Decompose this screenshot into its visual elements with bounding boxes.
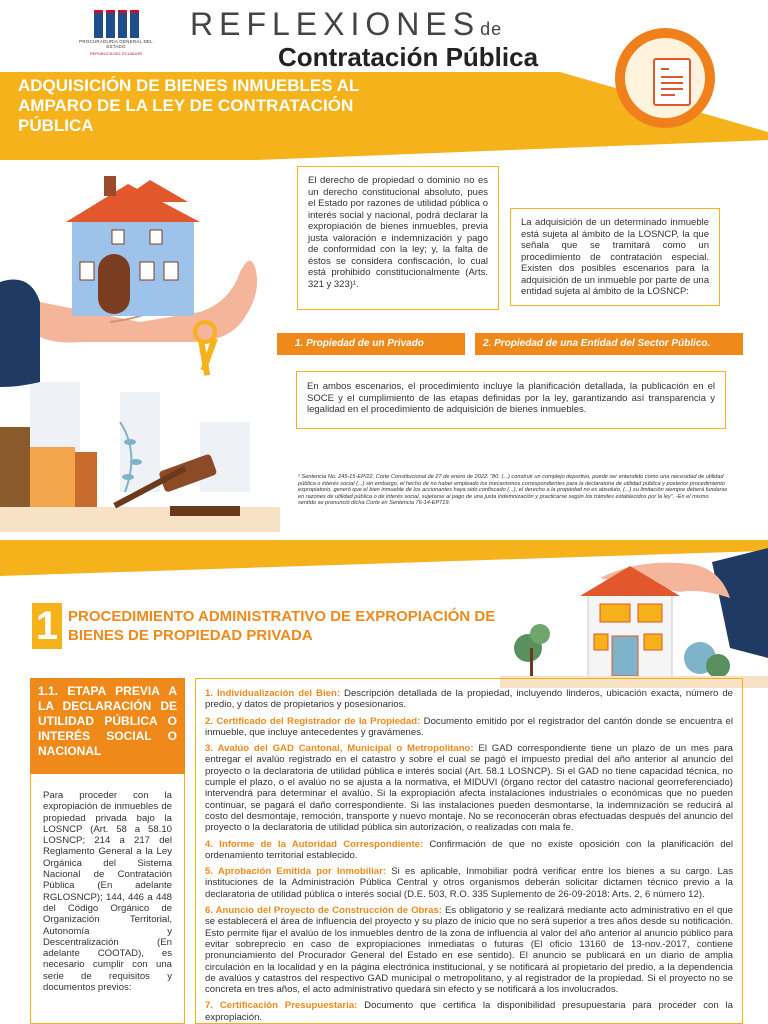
list-item-text: Si es aplicable, Inmobiliar podrá verificar entre los bienes a su cargo. Las instituciones de la Administración Pública Central y otros organismos deberán solicitar dictamen técnico previo a la declaratoria de utilidad pública o interés social (D.E. 503, R.O. 335 Suplemento de 26-09-2018: Arts. 2, 6 número 12). [205, 866, 733, 900]
section-number: 1 [32, 603, 62, 649]
series-title-de: de [480, 19, 503, 39]
logo-subtitle: REPÚBLICA DEL ECUADOR [89, 50, 143, 56]
list-item [205, 716, 733, 739]
document-icon [615, 28, 715, 128]
series-title-word: REFLEXIONES [190, 6, 481, 42]
logo-name: PROCURADURÍA GENERAL DEL ESTADO [79, 39, 153, 49]
list-item-label: 5. Aprobación Emitida por Inmobiliar: [205, 866, 387, 878]
list-item [205, 688, 733, 711]
list-item-text: Documento emitido por el registrador del cantón donde se encuentra el inmueble, que incluye antecedentes y gravámenes. [205, 715, 734, 738]
list-item [205, 1000, 733, 1023]
series-subtitle: Contratación Pública [278, 42, 539, 72]
list-item-label: 1. Individualización del Bien: [205, 688, 341, 699]
list-item-text: El GAD correspondiente tiene un plazo de un mes para entregar el avalúo registrado en el catastro y sobre el cual se pagó el impuesto predial del año anterior al anuncio del proyecto o la declaratoria de utilidad pública e interés social (Art. 58.1 LOSNCP). Si el GAD no tiene capacidad técnica, no cumple el plazo, o el avalúo no se ajusta a la normativa, el MIDUVI (órgano rector del catastro nacional georreferenciado) intervendrá para determinar el avalúo. Si la expropiación afecta instalaciones industriales o económicas que no pueden continuar, se pagará el daño correspondiente. Si las instalaciones pueden desmontarse, la indemnización se reducirá al costo del desmontaje, remoción, transporte y nuevo montaje. No se reconocerán obras efectuadas después del anuncio del proyecto o la declaratoria de utilidad pública sin autorización, o realizadas con mala fe. [205, 743, 733, 834]
pge-logo-columns-icon [76, 10, 156, 38]
pge-logo [76, 10, 156, 56]
scenario-private-label: 1. Propiedad de un Privado [277, 333, 465, 355]
stage-title-box: 1.1. ETAPA PREVIA A LA DECLARACIÓN DE UTILIDAD PÚBLICA O INTERÉS SOCIAL O NACIONAL [30, 678, 185, 774]
list-item-label: 4. Informe de la Autoridad Correspondiente: [205, 838, 424, 850]
list-item-text: Descripción detallada de la propiedad, incluyendo linderos, ubicación exacta, número de predio, y datos de propietarios y posesionarios. [205, 688, 733, 711]
list-item-text: Confirmación de que no existe oposición con la planificación del ordenamiento territorial establecido. [205, 838, 733, 861]
list-item-text: Es obligatorio y se realizará mediante acto administrativo en el que se establecerá el área de influencia del proyecto y su plazo de inicio que no será superior a tres años desde su notificación. Esto permite fijar el avalúo de los inmuebles dentro de la zona de influencia al valor del año anterior al anuncio público para evitar sobreprecio en caso de expropiaciones inmediatas o futuras (El oficio 13160 de 13-nov.-2017, contiene pronunciamiento del Procurador General del Estado en ese sentido). El anuncio se publicará en un diario de amplia circulación en la localidad y en la página electrónica institucional, y se notificará al propietario del predio, a la dependencia de avalúos y catastros del respectivo GAD municipal o metropolitano, y al registrador de la propiedad. Si el proyecto no se concreta en tres años, el acto administrativo quedará sin efecto y se notificará a los involucrados. [205, 905, 733, 996]
series-title [190, 6, 502, 43]
requirements-list [195, 678, 743, 1024]
stage-intro-box: Para proceder con la expropiación de inmuebles de propiedad privada bajo la LOSNCP (Art. 58 a 58.10 LOSNCP; 214 a 217 del Reglamento General a la Ley Orgánica del Sistema Nacional de Contratación Pública (En adelante RGLOSNCP); 144, 446 a 448 del Código Orgánico de Organización Territorial, Autonomía y Descentralización (En adelante COOTAD), es necesario cumplir con una serie de requisitos y documentos previos: [30, 774, 185, 1024]
list-item-label: 7. Certificación Presupuestaria: [205, 1000, 358, 1012]
losncp-scope-box: La adquisición de un determinado inmueble está sujeta al ámbito de la LOSNCP, la que señala que se tramitará como un procedimiento de contratación especial. Existen dos posibles escenarios para la adquisición de un inmueble por parte de una entidad sujeta al ámbito de la LOSNCP: [510, 208, 720, 306]
list-item-label: 3. Avalúo del GAD Cantonal, Municipal o Metropolitano: [205, 743, 474, 755]
hand-holding-house-illustration [0, 172, 280, 532]
list-item [205, 839, 733, 862]
footnote: ¹ Sentencia No. 245-15-EP/22, Corte Constitucional de 27 de enero de 2022. "80. (...) construir un complejo deportivo, puede ser entendido como una necesidad de utilidad pública o interés social (...) sin embargo, el hecho de no haber empleado los mecanismos correspondientes para la declaratoria de utilidad pública y posterior procedimiento expropiatorio, generó que el bien inmueble de los accionantes haya sido confiscado (...), el derecho a la propiedad no es absoluto, (...) su limitación siempre deberá fundarse en razones de utilidad pública o de interés social, sujetarse al pago de una justa indemnización y practicarse según los trámites establecidos por la ley". -En el mismo sentido se pronunció dicha Corte en Sentencia 76-14-EP719. [298, 474, 728, 507]
list-item-text: Documento que certifica la disponibilidad presupuestaria para proceder con la expropiación. [205, 1000, 733, 1023]
page-title: ADQUISICIÓN DE BIENES INMUEBLES AL AMPARO DE LA LEY DE CONTRATACIÓN PÚBLICA [18, 76, 359, 135]
scenario-public-label: 2. Propiedad de una Entidad del Sector Público. [475, 333, 743, 355]
list-item [205, 905, 733, 995]
constitutional-right-box: El derecho de propiedad o dominio no es un derecho constitucional absoluto, pues el Estado por razones de utilidad pública o interés social y nacional, podrá declarar la expropiación de bienes inmuebles, previa justa valoración e indemnización y pago de conformidad con la ley; y, la falta de éstos se considera confiscación, lo cual está prohibido constitucionalmente (Arts. 321 y 323)¹. [297, 166, 499, 310]
header [0, 0, 768, 160]
section-title: PROCEDIMIENTO ADMINISTRATIVO DE EXPROPIACIÓN DE BIENES DE PROPIEDAD PRIVADA [68, 608, 496, 644]
list-item [205, 866, 733, 900]
list-item [205, 743, 733, 833]
list-item-label: 6. Anuncio del Proyecto de Construcción de Obras: [205, 905, 442, 917]
both-scenarios-box: En ambos escenarios, el procedimiento incluye la planificación detallada, la publicación en el SOCE y el cumplimiento de las etapas definidas por la ley, garantizando así transparencia y legalidad en el procedimiento de adquisición de bienes inmuebles. [296, 371, 726, 429]
list-item-label: 2. Certificado del Registrador de la Propiedad: [205, 715, 421, 727]
